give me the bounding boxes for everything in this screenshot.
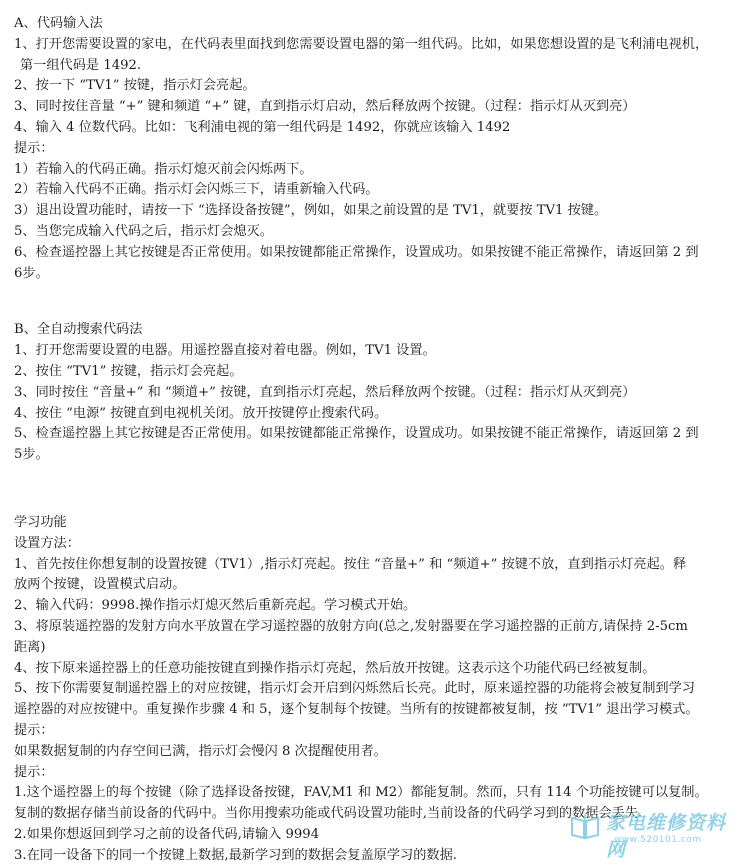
- section-c-line: 5、按下你需要复制遥控器上的对应按键，指示灯会开启到闪烁然后长亮。此时，原来遥控器的功能将会被复制到学习: [14, 681, 695, 697]
- section-a-line: 6步。: [14, 265, 49, 281]
- section-a-line: 6、检查遥控器上其它按键是否正常使用。如果按键都能正常操作，设置成功。如果按键不能正常操作，请返回第 2 到: [14, 244, 699, 260]
- section-c-line: 4、按下原来遥控器上的任意功能按键直到操作指示灯亮起，然后放开按键。这表示这个功能代码已经被复制。: [14, 660, 656, 676]
- section-b-line: 5步。: [14, 447, 49, 463]
- section-a-line: 3）退出设置功能时，请按一下 “选择设备按键”，例如，如果之前设置的是 TV1，就要按 TV1 按键。: [14, 203, 608, 219]
- section-a-line: 第一组代码是 1492.: [20, 57, 142, 73]
- section-c-heading: 学习功能: [14, 514, 67, 530]
- section-b-line: 5、检查遥控器上其它按键是否正常使用。如果按键都能正常操作，设置成功。如果按键不能正常操作，请返回第 2 到: [14, 426, 699, 442]
- section-b-line: 1、打开您需要设置的电器。用遥控器直接对着电器。例如，TV1 设置。: [14, 343, 436, 359]
- section-a-line: 1、打开您需要设置的家电，在代码表里面找到您需要设置电器的第一组代码。比如，如果您想设置的是飞利浦电视机，: [14, 36, 709, 52]
- section-c-line: 距离): [14, 639, 46, 655]
- section-b-line: 2、按住 “TV1” 按键，指示灯会亮起。: [14, 363, 243, 379]
- section-a-line: 2）若输入代码不正确。指示灯会闪烁三下，请重新输入代码。: [14, 182, 379, 198]
- section-c-tip-label: 提示：: [14, 722, 54, 738]
- section-c-line: 放两个按键，设置模式启动。: [14, 577, 186, 593]
- section-c-line: 3.在同一设备下的同一个按键上数据,最新学习到的数据会复盖原学习的数据.: [14, 847, 457, 863]
- section-c-method-label: 设置方法：: [14, 535, 80, 551]
- section-c-line: 2.如果你想返回到学习之前的设备代码,请输入 9994: [14, 826, 320, 842]
- section-c-line: 1.这个遥控器上的每个按键（除了选择设备按键，FAV,M1 和 M2）都能复制。然而，只有 114 个功能按键可以复制。: [14, 785, 708, 801]
- section-a-line: 2、按一下 “TV1” 按键，指示灯会亮起。: [14, 78, 256, 94]
- section-b-line: 4、按住 “电源” 按键直到电视机关闭。放开按键停止搜索代码。: [14, 405, 388, 421]
- section-c-line: 3、将原装遥控器的发射方向水平放置在学习遥控器的放射方向(总之,发射器要在学习遥控器的正前方,请保持 2-5cm: [14, 618, 688, 634]
- section-a-line: 4、输入 4 位数代码。比如：飞利浦电视的第一组代码是 1492，你就应该输入 1492: [14, 119, 511, 135]
- section-a-heading: A、代码输入法: [14, 16, 103, 31]
- section-b-heading: B、全自动搜索代码法: [14, 322, 143, 338]
- section-c-line: 如果数据复制的内存空间已满，指示灯会慢闪 8 次提醒使用者。: [14, 743, 387, 759]
- section-c-line: 遥控器的对应按键中。重复操作步骤 4 和 5，逐个复制每个按键。当所有的按键都被复制，按 “TV1” 退出学习模式。: [14, 702, 699, 718]
- section-c-line: 复制的数据存储当前设备的代码中。当你用搜索功能或代码设置功能时,当前设备的代码学习到的数据会丢失.: [14, 806, 643, 822]
- watermark: [570, 806, 740, 861]
- section-a-line: 3、同时按住音量 “+” 键和频道 “+” 键，直到指示灯启动，然后释放两个按键。（过程：指示灯从灭到亮）: [14, 99, 636, 115]
- document-body: [14, 14, 736, 866]
- book-icon: [570, 812, 600, 840]
- watermark-url: www.520101.com: [614, 835, 702, 845]
- section-c-tip-label: 提示：: [14, 764, 54, 780]
- section-a-tip-label: 提示：: [14, 140, 54, 156]
- section-c-line: 1、首先按住你想复制的设置按键（TV1）,指示灯亮起。按住 “音量+” 和 “频道+” 按键不放，直到指示灯亮起。释: [14, 556, 687, 572]
- section-c-line: 2、输入代码：9998.操作指示灯熄灭然后重新亮起。学习模式开始。: [14, 598, 417, 614]
- section-a-line: 1）若输入的代码正确。指示灯熄灭前会闪烁两下。: [14, 161, 313, 177]
- section-b-line: 3、同时按住 “音量+” 和 “频道+” 按键，直到指示灯亮起，然后释放两个按键。（过程：指示灯从灭到亮）: [14, 384, 636, 400]
- section-a-line: 5、当您完成输入代码之后，指示灯会熄灭。: [14, 223, 273, 239]
- watermark-title: 家电维修资料网: [606, 812, 727, 861]
